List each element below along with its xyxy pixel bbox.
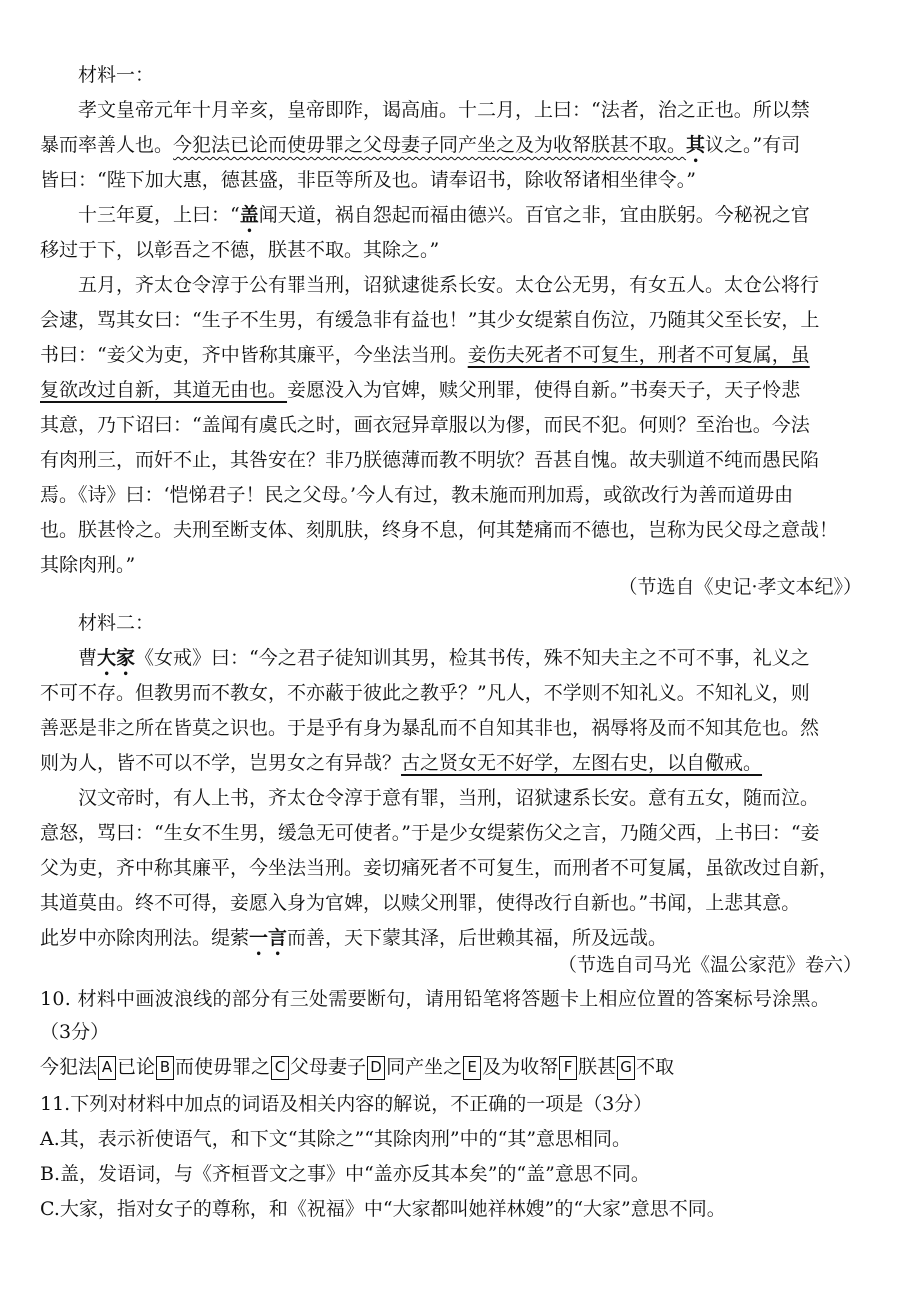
m1-line-7: 会逮，骂其女曰：“生子不生男，有缓急非有益也！”其少女缇萦自伤泣，乃随其父至长安，上 xyxy=(40,309,820,331)
m1-line-12: 焉。《诗》曰：‘恺悌君子！民之父母。’今人有过，教未施而刑加焉，或欲改行为善而道毋由 xyxy=(40,484,794,506)
m1-line-13: 也。朕甚怜之。夫刑至断支体、刻肌肤，终身不息，何其楚痛而不德也，岂称为民父母之意哉！ xyxy=(40,519,839,541)
m1-line-4: 十三年夏，上曰：“盖闻天道，祸自怨起而福由德兴。百官之非，宜由朕躬。今秘祝之官 xyxy=(78,204,810,226)
m2-line-4: 则为人，皆不可以不学，岂男女之有异哉？古之贤女无不好学，左图右史，以自儆戒。 xyxy=(40,752,763,774)
m1-line-3: 皆曰：“陛下加大惠，德甚盛，非臣等所及也。请奉诏书，除收帑诸相坐律令。” xyxy=(40,169,696,191)
dotted-word-dajia: 大家 xyxy=(97,647,136,669)
question-10-text: 10. 材料中画波浪线的部分有三处需要断句，请用铅笔将答题卡上相应位置的答案标号涂黑。 xyxy=(40,988,831,1010)
dotted-word-gai: 盖 xyxy=(239,204,259,226)
m2-line-9: 此岁中亦除肉刑法。缇萦一言而善，天下蒙其泽，后世赖其福，所及远哉。 xyxy=(40,927,668,949)
answer-box-f[interactable]: F xyxy=(559,1056,577,1080)
m1-line-1: 孝文皇帝元年十月辛亥，皇帝即阼，谒高庙。十二月，上曰：“法者，治之正也。所以禁 xyxy=(78,99,810,121)
dotted-word-yiyan: 一言 xyxy=(249,927,288,949)
m1-line-5: 移过于下，以彰吾之不德，朕甚不取。其除之。” xyxy=(40,239,440,261)
underlined-sentence-1-cont: 复欲改过自新，其道无由也。 xyxy=(40,379,288,401)
m1-line-10: 其意，乃下诏曰：“盖闻有虞氏之时，画衣冠异章服以为僇，而民不犯。何则？至治也。今法 xyxy=(40,414,810,436)
answer-box-c[interactable]: C xyxy=(271,1056,289,1080)
underlined-sentence-1: 妾伤夫死者不可复生，刑者不可复属，虽 xyxy=(467,344,810,366)
m1-line-14: 其除肉刑。” xyxy=(40,554,136,576)
question-11-text: 11.下列对材料中加点的词语及相关内容的解说，不正确的一项是（3分） xyxy=(40,1093,653,1115)
answer-box-a[interactable]: A xyxy=(98,1056,116,1080)
answer-box-b[interactable]: B xyxy=(156,1056,174,1080)
question-10-options: 今犯法 A 已论 B 而使毋罪之 C 父母妻子 D 同产坐之 E 及为收帑 F 朕甚 G 不取 xyxy=(40,1056,675,1078)
material1-source: （节选自《史记·孝文本纪》） xyxy=(618,576,862,598)
m2-line-1: 曹大家《女戒》曰：“今之君子徒知训其男，检其书传，殊不知夫主之不可不事，礼义之 xyxy=(78,647,810,669)
wavy-underlined-passage: 今犯法已论而使毋罪之父母妻子同产坐之及为收帑朕甚不取。 xyxy=(173,134,687,156)
m1-line-2: 暴而率善人也。今犯法已论而使毋罪之父母妻子同产坐之及为收帑朕甚不取。其议之。”有司 xyxy=(40,134,801,156)
m2-line-8: 其道莫由。终不可得，妾愿入身为官婢，以赎父刑罪，使得改行自新也。”书闻，上悲其意。 xyxy=(40,892,801,914)
underlined-sentence-2: 古之贤女无不好学，左图右史，以自儆戒。 xyxy=(401,752,763,774)
m1-line-9: 复欲改过自新，其道无由也。妾愿没入为官婢，赎父刑罪，使得自新。”书奏天子，天子怜悲 xyxy=(40,379,801,401)
m2-line-5: 汉文帝时，有人上书，齐太仓令淳于意有罪，当刑，诏狱逮系长安。意有五女，随而泣。 xyxy=(78,787,820,809)
m1-line-11: 有肉刑三，而奸不止，其咎安在？非乃朕德薄而教不明欤？吾甚自愧。故夫驯道不纯而愚民陷 xyxy=(40,449,820,471)
question-11-option-a[interactable]: A.其，表示祈使语气，和下文“其除之”“其除肉刑”中的“其”意思相同。 xyxy=(40,1128,632,1150)
answer-box-d[interactable]: D xyxy=(367,1056,385,1080)
question-10-score: （3分） xyxy=(40,1021,110,1043)
material1-heading: 材料一： xyxy=(78,64,155,86)
m1-line-8: 书曰：“妾父为吏，齐中皆称其廉平，今坐法当刑。妾伤夫死者不可复生，刑者不可复属，虽 xyxy=(40,344,810,366)
m2-line-2: 不可不存。但教男而不教女，不亦蔽于彼此之教乎？”凡人，不学则不知礼义。不知礼义，则 xyxy=(40,682,810,704)
answer-box-e[interactable]: E xyxy=(463,1056,481,1080)
m2-line-7: 父为吏，齐中称其廉平，今坐法当刑。妾切痛死者不可复生，而刑者不可复属，虽欲改过自新， xyxy=(40,857,839,879)
question-11-option-b[interactable]: B.盖，发语词，与《齐桓晋文之事》中“盖亦反其本矣”的“盖”意思不同。 xyxy=(40,1163,650,1185)
material2-source: （节选自司马光《温公家范》卷六） xyxy=(557,954,862,976)
answer-box-g[interactable]: G xyxy=(617,1056,635,1080)
material2-heading: 材料二： xyxy=(78,612,155,634)
m2-line-3: 善恶是非之所在皆莫之识也。于是乎有身为暴乱而不自知其非也，祸辱将及而不知其危也。然 xyxy=(40,717,820,739)
dotted-word-qi: 其 xyxy=(686,134,706,156)
m1-line-6: 五月，齐太仓令淳于公有罪当刑，诏狱逮徙系长安。太仓公无男，有女五人。太仓公将行 xyxy=(78,274,820,296)
question-11-option-c[interactable]: C.大家，指对女子的尊称，和《祝福》中“大家都叫她祥林嫂”的“大家”意思不同。 xyxy=(40,1198,726,1220)
m2-line-6: 意怒，骂曰：“生女不生男，缓急无可使者。”于是少女缇萦伤父之言，乃随父西，上书曰：“妾 xyxy=(40,822,820,844)
